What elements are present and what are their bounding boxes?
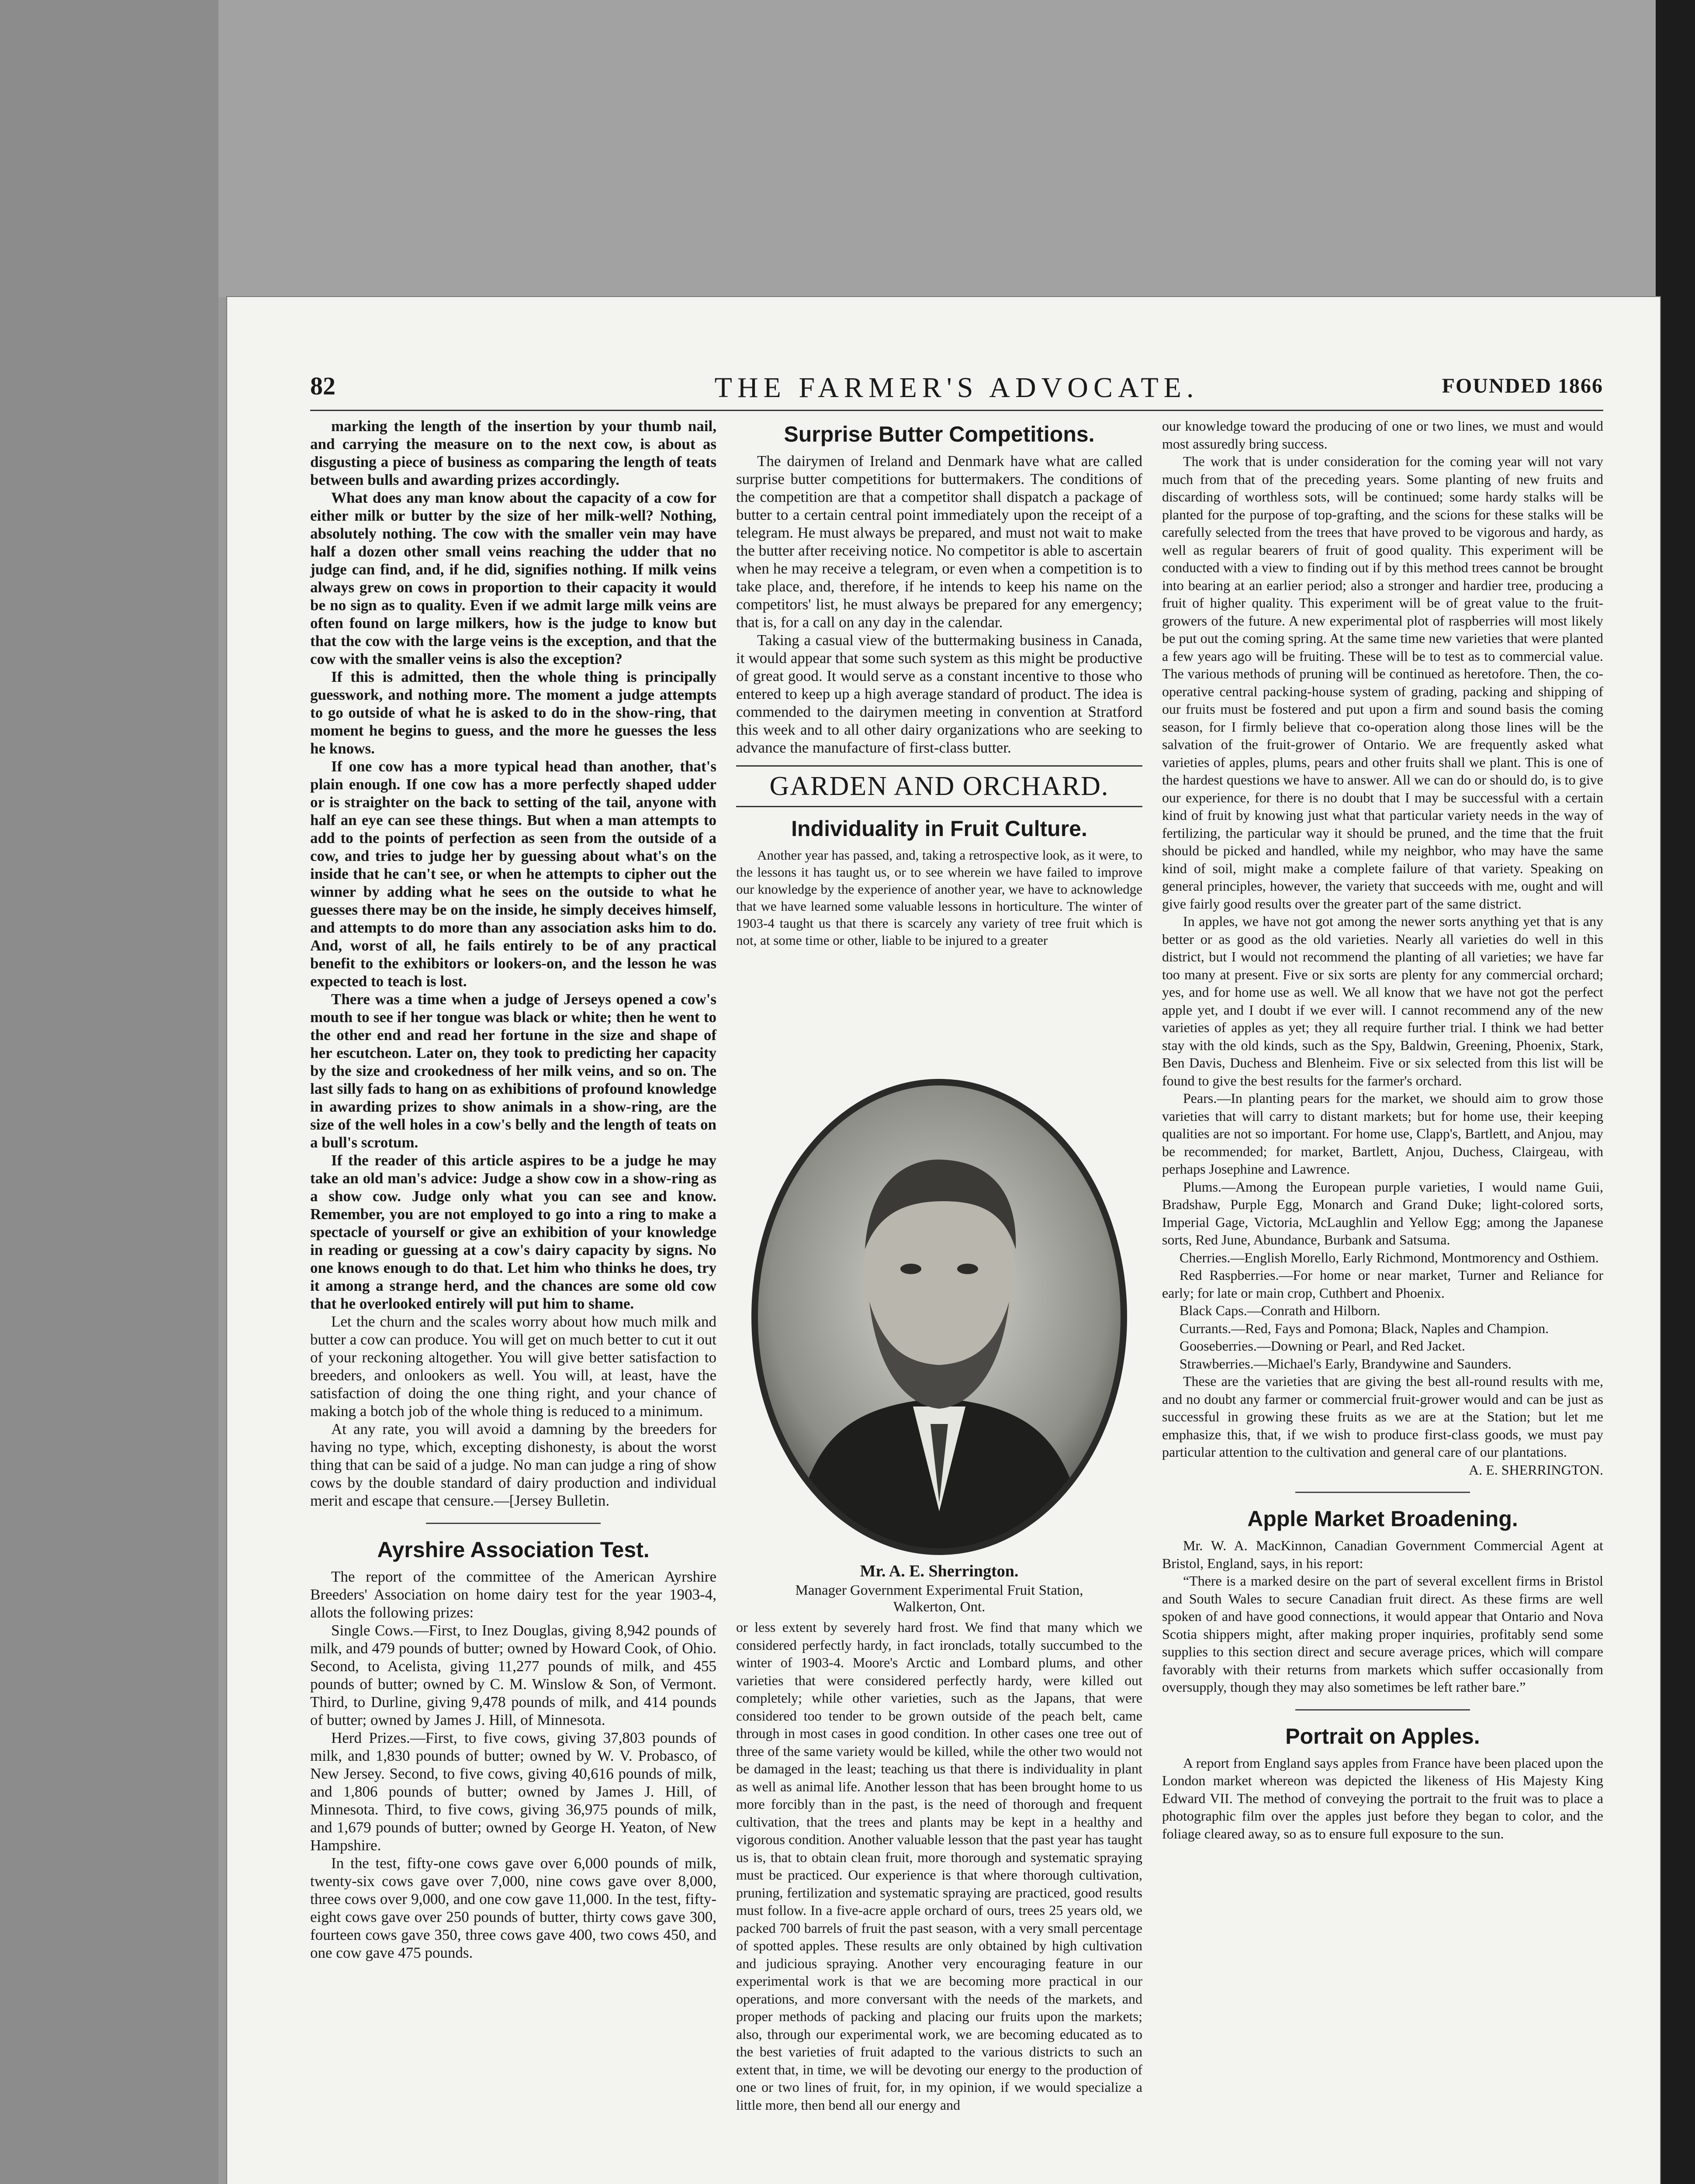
scan-background-left [0,0,218,2184]
ayrshire-heading: Ayrshire Association Test. [377,1538,650,1562]
masthead-title: THE FARMER'S ADVOCATE. [714,372,1199,404]
paragraph: At any rate, you will avoid a damning by the breeders for having no type, which, excepting dishonesty, is about the worst thing that can be said of a judge. No man can judge a ring of show cows by the double standard of dairy production and individual merit and escape that censure.—[Jersey Bulletin. [310,1420,716,1509]
apple-market-heading: Apple Market Broadening. [1247,1507,1518,1531]
paragraph: The dairymen of Ireland and Denmark have what are called surprise butter competitions for buttermakers. The conditions of the competition are that a competitor shall dispatch a package of butter to a certain central point immediately upon the receipt of a telegram. He must always be prepared, and must not wait to make the butter after receiving notice. No competitor is able to ascertain when he may receive a telegram, or even when a competition is to take place, and, therefore, if he intends to keep his name on the competitors' list, he must always be prepared for any emergency; that is, for a call on any day in the calendar. [736,453,1142,631]
judging-article-plain [310,1313,716,1510]
article-separator [1295,1492,1470,1493]
paragraph: Pears.—In planting pears for the market, we should aim to grow those varieties that will carry to distant markets; but for home use, their keeping qualities are not so important. For home use, Clapp's, Bartlett, and Anjou, may be recommended; for market, Bartlett, Anjou, Duchess, Clairgeau, with perhaps Josephine and Lawrence. [1162,1090,1603,1177]
founded-label: FOUNDED 1866 [1442,374,1603,397]
author-signature: A. E. SHERRINGTON. [1469,1462,1603,1478]
right-eye-shape [957,1264,978,1274]
paragraph: Herd Prizes.—First, to five cows, giving 37,803 pounds of milk, and 1,830 pounds of butter; owned by W. V. Probasco, of New Jersey. Second, to five cows, giving 40,616 pounds of milk, and 1,806 pounds of butter; owned by James J. Hill, of Minnesota. Third, to five cows, giving 36,975 pounds of milk, and 1,679 pounds of butter; owned by George H. Yeaton, of New Hampshire. [310,1729,716,1854]
paragraph: The work that is under consideration for the coming year will not vary much from that of the preceding years. Some planting of new fruits and discarding of worthless sots, will be continued; some hardy stalks will be planted for the purpose of top-grafting, and the scions for these stalks will be carefully selected from the trees that have proved to be vigorous and hardy, as well as regular bearers of fruit of good quality. This experiment will be conducted with a view to finding out if by this method trees cannot be brought into bearing at an earlier period; also a stronger and hardier tree, producing a fruit of higher quality. This experiment will be of great value to the fruit-growers of the future. A new experimental plot of raspberries will most likely be put out the coming spring. At the same time new varieties that were planted a few years ago will be fruiting. These will be to test as to commercial value. The various methods of pruning will be continued as heretofore. Then, the co-operative central packing-house system of grading, packing and shipping of our fruits must be fostered and put upon a firm and sound basis the coming season, for I firmly believe that co-operation along those lines will be the salvation of the fruit-grower of Ontario. We are frequently asked what varieties of apples, plums, pears and other fruits shall we plant. This is one of the hardest questions we have to answer. All we can do or should do, is to give our experience, for there is no doubt that I may be successful with a certain kind of fruit by knowing just what that particular variety needs in the way of fertilizing, the particular way it should be pruned, and the time that the fruit should be picked and handled, while my neighbor, who may have the same kind of soil, might make a complete failure of that variety. Speaking on general principles, however, the variety that succeeds with me, ought and will give fairly good results over the greater part of the same district. [1162,453,1603,912]
paragraph: If this is admitted, then the whole thing is principally guesswork, and nothing more. The moment a judge attempts to go outside of what he is asked to do in the show-ring, that moment he begins to guess, and the more he guesses the less he knows. [310,668,716,757]
portrait-caption-title [738,1582,1140,1615]
column-2 [736,417,1142,949]
caption-line: Manager Government Experimental Fruit Station, [795,1583,1083,1598]
paragraph: Currants.—Red, Fays and Pomona; Black, Naples and Champion. [1180,1320,1549,1336]
caption-line: Walkerton, Ont. [893,1599,986,1615]
paragraph: There was a time when a judge of Jerseys opened a cow's mouth to see if her tongue was black or white; then he went to the other end and read her fortune in the size and shape of her escutcheon. Later on, they took to predicting her capacity by the size and crookedness of her milk veins, and so on. The last silly fads to hang on as exhibitions of profound knowledge in awarding prizes to show animals in a show-ring, are the size of the well holes in a cow's belly and the length of teats on a bull's scrotum. [310,991,716,1151]
portrait-photo [738,1075,1140,1559]
judging-article-bold [310,417,716,1313]
garden-orchard-section-heading: GARDEN AND ORCHARD. [736,765,1142,807]
column-2-continued [736,1618,1142,2114]
paragraph: Taking a casual view of the buttermaking business in Canada, it would appear that some such system as this might be productive of great good. It would serve as a constant incentive to those who entered to keep up a high average standard of product. The idea is commended to the dairymen meeting in convention at Stratford this week and to all other dairy organizations who are seeking to advance the manufacture of first-class butter. [736,632,1142,756]
page-header [310,371,1603,406]
paragraph: If the reader of this article aspires to be a judge he may take an old man's advice: Judge a show cow in a show-ring as a show cow. Judge only what you can see and know. Remember, you are not employed to go into a ring to make a spectacle of yourself or give an exhibition of your knowledge in reading or guessing at a cow's dairy capacity by signs. No one knows enough to do that. Let him who thinks he does, try it among a strange herd, and the chances are some old cow that he overlooked entirely will put him to shame. [310,1152,716,1312]
paragraph: Single Cows.—First, to Inez Douglas, giving 8,942 pounds of milk, and 479 pounds of butter; owned by Howard Cook, of Ohio. Second, to Acelista, giving 11,277 pounds of milk, and 455 pounds of butter; owned by C. M. Winslow & Son, of Vermont. Third, to Durline, giving 9,478 pounds of milk, and 414 pounds of butter; owned by James J. Hill, of Minnesota. [310,1622,716,1728]
paragraph: What does any man know about the capacity of a cow for either milk or butter by the size of her milk-well? Nothing, absolutely nothing. The cow with the smaller vein may have half a dozen other small veins reaching the udder that no judge can find, and, if he did, signifies nothing. If milk veins always grew on cows in proportion to their capacity it would be no sign as to quality. Even if we admit large milk veins are often found on large milkers, how is the judge to know but that the cow with the large veins is the exception, and that the cow with the smaller veins is also the exception? [310,489,716,667]
paragraph: our knowledge toward the producing of one or two lines, we must and would most assuredly bring success. [1162,418,1603,452]
paragraph: Let the churn and the scales worry about how much milk and butter a cow can produce. You will get on much better to cut it out of your reckoning altogether. You will give better satisfaction to breeders, and onlookers as well. You will, at least, have the satisfaction of doing the one thing right, and your chance of making a botch job of the whole thing is reduced to a minimum. [310,1313,716,1420]
portrait-apples-heading: Portrait on Apples. [1285,1724,1480,1749]
paragraph: Mr. W. A. MacKinnon, Canadian Government Commercial Agent at Bristol, England, says, in his report: [1162,1538,1603,1571]
column-1 [310,417,716,1962]
newspaper-page [227,297,1660,2184]
portrait-caption-name: Mr. A. E. Sherrington. [860,1562,1019,1580]
scan-background-right [1656,0,1695,2184]
paragraph: Strawberries.—Michael's Early, Brandywine and Saunders. [1180,1355,1512,1372]
article-separator [1295,1709,1470,1711]
paragraph: Plums.—Among the European purple varieties, I would name Guii, Bradshaw, Purple Egg, Monarch and Grand Duke; light-colored sorts, Imperial Gage, Victoria, McLaughlin and Yellow Egg; among the Japanese sorts, Red June, Abundance, Burbank and Satsuma. [1162,1178,1603,1248]
column-3 [1162,417,1603,1842]
portrait-figure [738,1075,1140,1616]
header-rule [310,410,1603,411]
paragraph: A report from England says apples from France have been placed upon the London market whereon was depicted the likeness of His Majesty King Edward VII. The method of conveying the portrait to the fruit was to place a photographic film over the apples just before they began to color, and the foliage cleared away, so as to ensure full exposure to the sun. [1162,1755,1603,1842]
paragraph: Red Raspberries.—For home or near market, Turner and Reliance for early; for late or main crop, Cuthbert and Phoenix. [1162,1267,1603,1301]
paragraph: Black Caps.—Conrath and Hilborn. [1180,1303,1380,1318]
paragraph: If one cow has a more typical head than another, that's plain enough. If one cow has a more perfectly shaped udder or is straighter on the back to setting of the tail, anyone with half an eye can see these things. But when a man attempts to add to the points of perfection as seen from the outside of a cow, and tries to judge her by guessing about what's on the inside that he can't see, or when he attempts to cipher out the winner by adding what he sees on the outside to what he guesses there may be on the inside, he simply deceives himself, and attempts to do more than any association asks him to do. And, worst of all, he fails entirely to be of any practical benefit to the exhibitors or lookers-on, and the lesson he was expected to teach is lost. [310,758,716,990]
article-separator [426,1523,601,1524]
paragraph: “There is a marked desire on the part of several excellent firms in Bristol and South Wales to secure Canadian fruit direct. As these firms are well spoken of and have good connections, it would appear that Ontario and Nova Scotia shippers might, after making proper inquiries, profitably send some supplies to this section direct and secure average prices, which will compare favorably with their returns from markets which suffer occasionally from oversupply, though they may also sometimes be left rather bare.” [1162,1573,1603,1695]
individuality-heading: Individuality in Fruit Culture. [791,816,1087,841]
paragraph: Gooseberries.—Downing or Pearl, and Red Jacket. [1180,1338,1466,1354]
paragraph: In the test, fifty-one cows gave over 6,000 pounds of milk, twenty-six cows gave over 7,000, nine cows gave over 8,000, three cows over 9,000, and one cow gave 11,000. In the test, fifty-eight cows gave over 250 pounds of butter, thirty cows gave 300, fourteen cows gave 350, three cows gave 400, two cows 450, and one cow gave 475 pounds. [310,1855,716,1961]
paragraph: or less extent by severely hard frost. We find that many which we considered perfectly hardy, in fact ironclads, totally succumbed to the winter of 1903-4. Moore's Arctic and Lombard plums, and other varieties that were considered perfectly hardy, were killed out completely; while other varieties, such as the Japans, that were considered too tender to be grown outside of the peach belt, came through in most cases in good condition. In other cases one tree out of three of the same variety would be killed, while the other two would not be damaged in the least; teaching us that there is individuality in plant as well as animal life. Another lesson that has been brought home to us more forcibly than in the past, is the need of thorough and frequent cultivation, that the trees and plants may be kept in a healthy and vigorous condition. Another valuable lesson that the past year has taught us is, that to obtain clean fruit, more thorough and systematic spraying must be practiced. Our experience is that where thorough cultivation, pruning, fertilization and systematic spraying are practiced, good results must follow. In a five-acre apple orchard of ours, trees 25 years old, we packed 700 barrels of fruit the past season, with a very small percentage of spotted apples. These results are only obtained by high cultivation and judicious spraying. Another very encouraging feature in our experimental work is that we are becoming more practical in our operations, and more conversant with the needs of the markets, and proper methods of packing and placing our fruits upon the markets; also, through our experimental work, we are becoming educated as to the best varieties of fruit adapted to the various districts to such an extent that, in time, we will be devoting our energy to the production of one or two lines of fruit, for, in my opinion, if we would specialize a little more, then bend all our energy and [736,1619,1142,2113]
paragraph: Another year has passed, and, taking a retrospective look, as it were, to the lessons it has taught us, or to see wherein we have failed to improve our knowledge by the experience of another year, we have to acknowledge that we have learned some valuable lessons in horticulture. The winter of 1903-4 taught us that there is scarcely any variety of tree fruit which is not, at some time or other, liable to be injured to a greater [736,847,1142,948]
paragraph: The report of the committee of the American Ayrshire Breeders' Association on home dairy test for the year 1903-4, allots the following prizes: [310,1568,716,1621]
surprise-heading: Surprise Butter Competitions. [784,422,1095,446]
left-eye-shape [900,1264,921,1274]
paragraph: marking the length of the insertion by your thumb nail, and carrying the measure on to the next cow, is about as disgusting a piece of business as comparing the length of teats between bulls and awarding prizes accordingly. [310,418,716,488]
page-number: 82 [310,372,336,400]
paragraph: These are the varieties that are giving the best all-round results with me, and no doubt any farmer or commercial fruit-grower would and can be just as successful in growing these fruits as we are at the Station; but let me emphasize this, that, if we wish to produce first-class goods, we must pay particular attention to the cultivation and general care of our plantations. [1162,1373,1603,1460]
paragraph: In apples, we have not got among the newer sorts anything yet that is any better or as good as the old varieties. Nearly all varieties do well in this district, but I would not recommend the planting of all varieties; we have far too many at present. Five or six sorts are plenty for any commercial orchard; yes, and for home use as well. We all know that we have not got the perfect apple yet, and I doubt if we ever will. I cannot recommend any of the new varieties of apples as yet; they all require further trial. I think we had better stay with the old kinds, such as the Spy, Baldwin, Greening, Phoenix, Stark, Ben Davis, Duchess and Blenheim. Five or six selected from this list will be found to give the best results for the farmer's orchard. [1162,913,1603,1089]
paragraph: Cherries.—English Morello, Early Richmond, Montmorency and Osthiem. [1180,1249,1599,1265]
scan-background-top [0,0,1695,297]
